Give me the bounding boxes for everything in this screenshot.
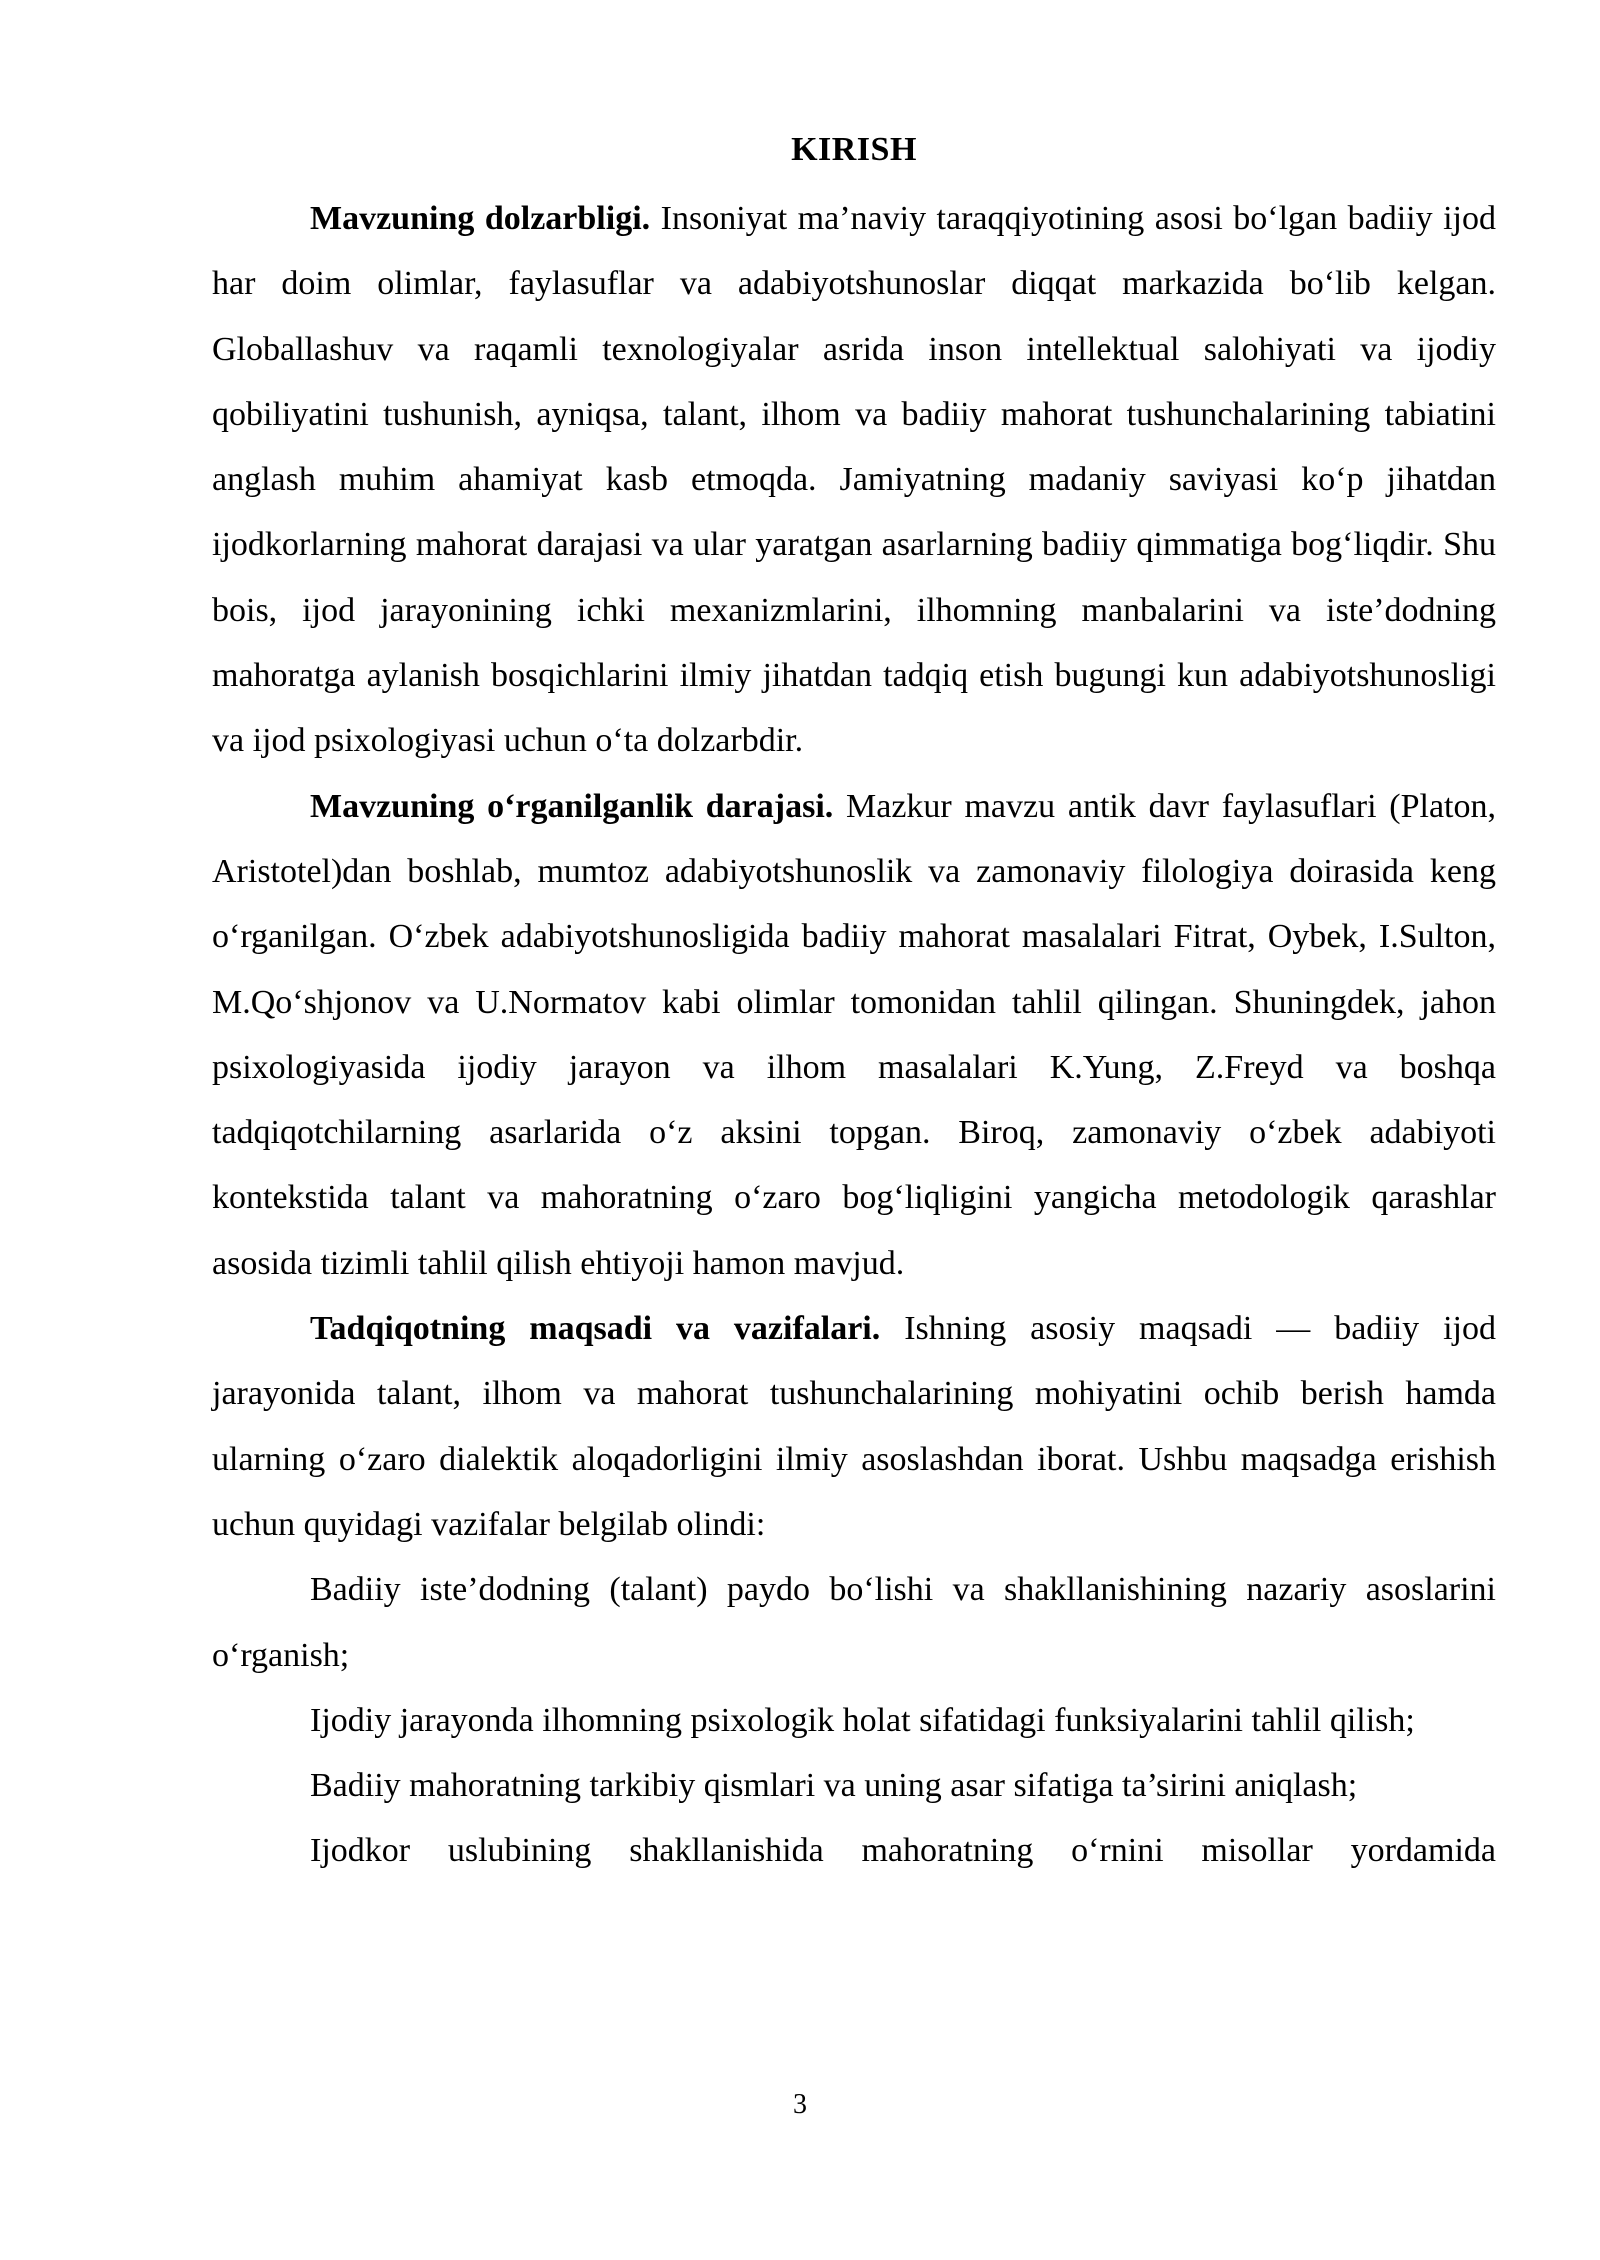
task-item: Ijodkor uslubining shakllanishida mahoratning o‘rnini misollar yordamida [310, 1832, 1496, 1870]
paragraph-text: Ishning asosiy maqsadi — badiiy ijod jarayonida talant, ilhom va mahorat tushunchalarining mohiyatini ochib berish hamda ularning o‘zaro dialektik aloqadorligini ilmiy asoslashdan iborat. Ushbu maqsadga erishish uchun quyidagi vazifalar belgilab olindi: [212, 1310, 1496, 1543]
paragraph-heading: Mavzuning dolzarbligi. [310, 200, 651, 237]
paragraph-goals [212, 1296, 1496, 1557]
paragraph-heading: Tadqiqotning maqsadi va vazifalari. [310, 1310, 881, 1348]
paragraph-relevance [212, 186, 1496, 774]
page-content [212, 124, 1496, 1884]
paragraph-study-level [212, 774, 1496, 1296]
task-item: Badiiy mahoratning tarkibiy qismlari va uning asar sifatiga ta’sirini aniqlash; [310, 1767, 1358, 1805]
task-item: Ijodiy jarayonda ilhomning psixologik holat sifatidagi funksiyalarini tahlil qilish; [310, 1701, 1415, 1739]
paragraph-text: Mazkur mavzu antik davr faylasuflari (Platon, Aristotel)dan boshlab, mumtoz adabiyotshunoslik va zamonaviy filologiya doirasida keng o‘rganilgan. O‘zbek adabiyotshunosligida badiiy mahorat masalalari Fitrat, Oybek, I.Sulton, M.Qo‘shjonov va U.Normatov kabi olimlar tomonidan tahlil qilingan. Shuningdek, jahon psixologiyasida ijodiy jarayon va ilhom masalalari K.Yung, Z.Freyd va boshqa tadqiqotchilarning asarlarida o‘z aksini topgan. Biroq, zamonaviy o‘zbek adabiyoti kontekstida talant va mahoratning o‘zaro bog‘liqligini yangicha metodologik qarashlar asosida tizimli tahlil qilish ehtiyoji hamon mavjud. [212, 787, 1496, 1282]
page-number: 3 [793, 2089, 807, 2120]
paragraph-heading: Mavzuning o‘rganilganlik darajasi. [310, 787, 834, 825]
task-item: Badiiy iste’dodning (talant) paydo bo‘lishi va shakllanishining nazariy asoslarini o‘rganish; [212, 1571, 1496, 1674]
paragraph-text: Insoniyat ma’naviy taraqqiyotining asosi bo‘lgan badiiy ijod har doim olimlar, faylasuflar va adabiyotshunoslar diqqat markazida bo‘lib kelgan. Globallashuv va raqamli texnologiyalar asrida inson intellektual salohiyati va ijodiy qobiliyatini tushunish, ayniqsa, talant, ilhom va badiiy mahorat tushunchalarining tabiatini anglash muhim ahamiyat kasb etmoqda. Jamiyatning madaniy saviyasi ko‘p jihatdan ijodkorlarning mahorat darajasi va ular yaratgan asarlarning badiiy qimmatiga bog‘liqdir. Shu bois, ijod jarayonining ichki mexanizmlarini, ilhomning manbalarini va iste’dodning mahoratga aylanish bosqichlarini ilmiy jihatdan tadqiq etish bugungi kun adabiyotshunosligi va ijod psixologiyasi uchun o‘ta dolzarbdir. [212, 200, 1497, 760]
page-title: KIRISH [791, 131, 917, 168]
